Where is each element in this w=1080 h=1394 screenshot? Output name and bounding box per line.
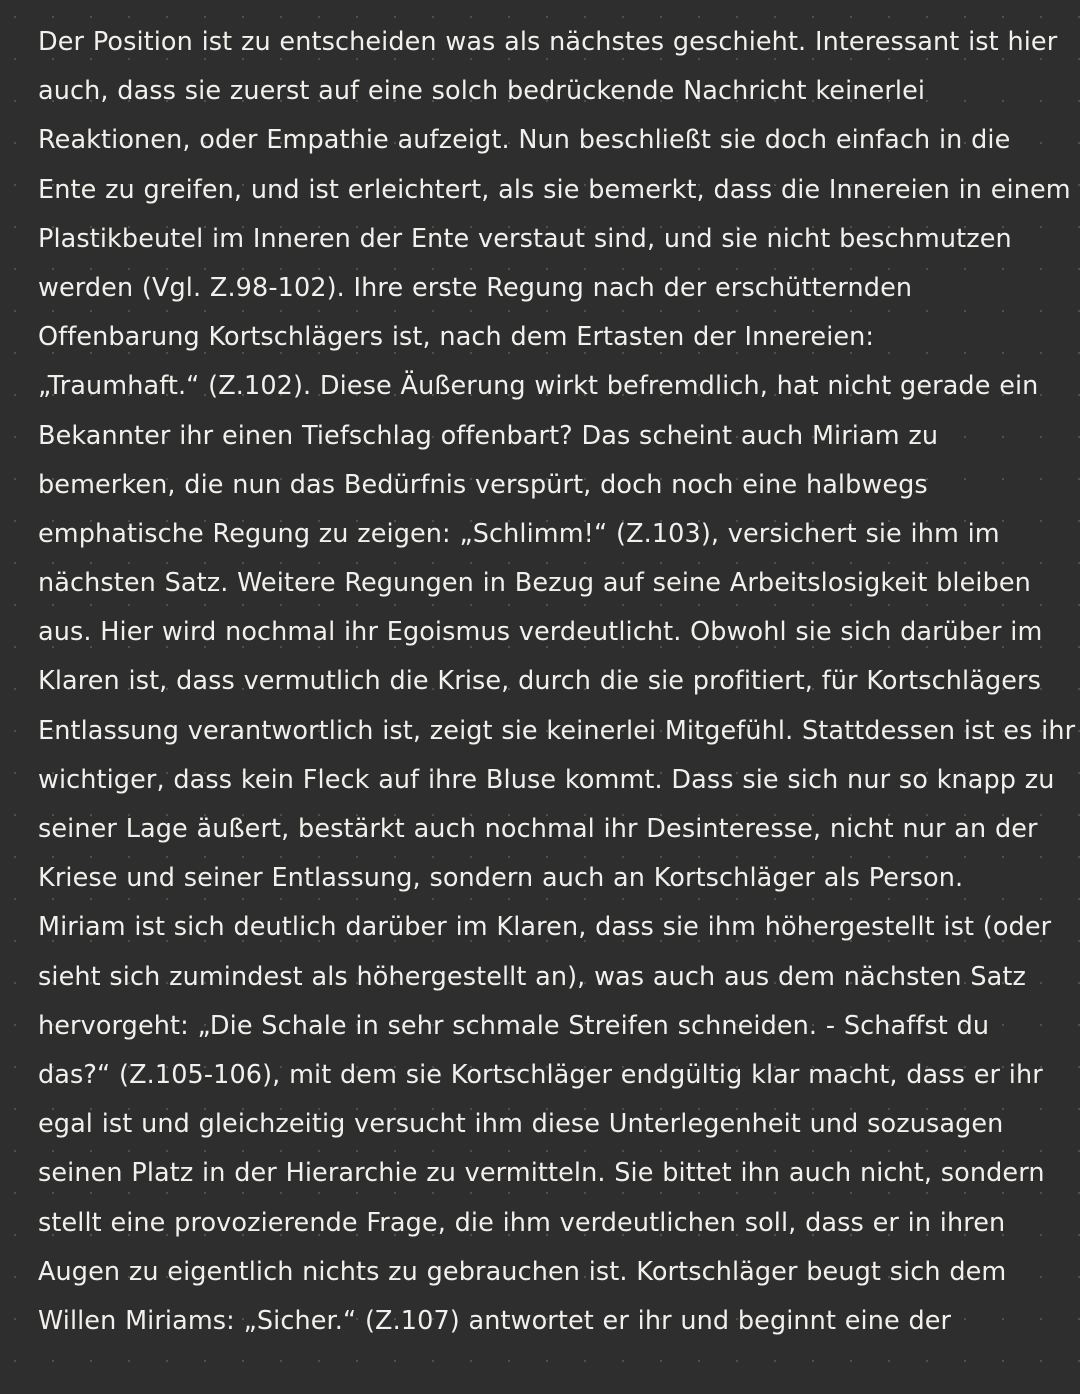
text-line: das?“ (Z.105-106), mit dem sie Kortschläger endgültig klar macht, dass er ihr bbox=[38, 1059, 1043, 1090]
text-line: Willen Miriams: „Sicher.“ (Z.107) antwortet er ihr und beginnt eine der bbox=[38, 1305, 952, 1336]
text-line: Reaktionen, oder Empathie aufzeigt. Nun beschließt sie doch einfach in die bbox=[38, 125, 1011, 156]
text-line: hervorgeht: „Die Schale in sehr schmale Streifen schneiden. - Schaffst du bbox=[38, 1010, 990, 1041]
text-line: werden (Vgl. Z.98-102). Ihre erste Regung nach der erschütternden bbox=[38, 272, 913, 303]
note-text-body bbox=[38, 18, 1076, 1346]
text-line: Entlassung verantwortlich ist, zeigt sie keinerlei Mitgefühl. Stattdessen ist es ihr bbox=[38, 715, 1076, 746]
text-line: bemerken, die nun das Bedürfnis verspürt, doch noch eine halbwegs bbox=[38, 469, 928, 500]
text-line: wichtiger, dass kein Fleck auf ihre Bluse kommt. Dass sie sich nur so knapp zu bbox=[38, 764, 1055, 795]
text-line: sieht sich zumindest als höhergestellt an), was auch aus dem nächsten Satz bbox=[38, 961, 1026, 992]
text-line: Ente zu greifen, und ist erleichtert, als sie bemerkt, dass die Innereien in einem bbox=[38, 174, 1071, 205]
text-line: egal ist und gleichzeitig versucht ihm diese Unterlegenheit und sozusagen bbox=[38, 1109, 1004, 1140]
text-line: nächsten Satz. Weitere Regungen in Bezug auf seine Arbeitslosigkeit bleiben bbox=[38, 568, 1031, 599]
text-line: seiner Lage äußert, bestärkt auch nochmal ihr Desinteresse, nicht nur an der bbox=[38, 814, 1038, 844]
text-line: Bekannter ihr einen Tiefschlag offenbart? Das scheint auch Miriam zu bbox=[38, 420, 939, 451]
text-line: „Traumhaft.“ (Z.102). Diese Äußerung wirkt befremdlich, hat nicht gerade ein bbox=[38, 371, 1039, 402]
text-line: Der Position ist zu entscheiden was als nächstes geschieht. Interessant ist hier bbox=[38, 27, 1058, 57]
text-line: Miriam ist sich deutlich darüber im Klaren, dass sie ihm höhergestellt ist (oder bbox=[38, 912, 1052, 943]
text-line: aus. Hier wird nochmal ihr Egoismus verdeutlicht. Obwohl sie sich darüber im bbox=[38, 617, 1043, 648]
text-line: Augen zu eigentlich nichts zu gebrauchen ist. Kortschläger beugt sich dem bbox=[38, 1256, 1007, 1287]
text-line: Kriese und seiner Entlassung, sondern auch an Kortschläger als Person. bbox=[38, 863, 964, 894]
text-line: Klaren ist, dass vermutlich die Krise, durch die sie profitiert, für Kortschlägers bbox=[38, 666, 1042, 697]
text-line: emphatische Regung zu zeigen: „Schlimm!“ (Z.103), versichert sie ihm im bbox=[38, 518, 1000, 549]
text-line: seinen Platz in der Hierarchie zu vermitteln. Sie bittet ihn auch nicht, sondern bbox=[38, 1158, 1045, 1189]
text-line: stellt eine provozierende Frage, die ihm verdeutlichen soll, dass er in ihren bbox=[38, 1207, 1006, 1238]
text-line: Plastikbeutel im Inneren der Ente verstaut sind, und sie nicht beschmutzen bbox=[38, 223, 1012, 254]
note-paragraph bbox=[38, 18, 1076, 1346]
text-line: auch, dass sie zuerst auf eine solch bedrückende Nachricht keinerlei bbox=[38, 76, 926, 107]
text-line: Offenbarung Kortschlägers ist, nach dem Ertasten der Innereien: bbox=[38, 322, 875, 353]
